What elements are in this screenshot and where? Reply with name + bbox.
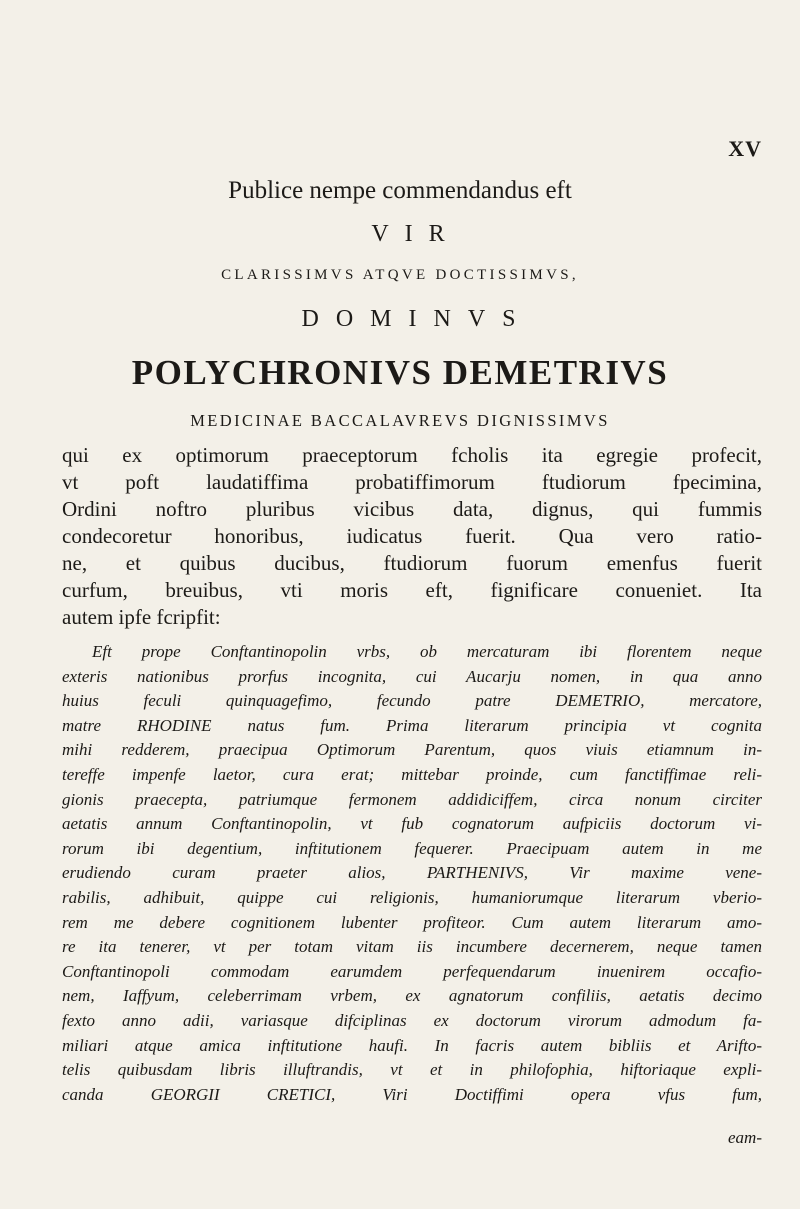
text-line: rem me debere cognitionem lubenter profiteor. Cum autem literarum amo- [62, 912, 762, 932]
text-line: tereffe impenfe laetor, cura erat; mittebar proinde, cum fanctiffimae reli- [62, 764, 762, 784]
page-number: XV [728, 136, 762, 161]
heading-name: POLYCHRONIVS DEMETRIVS [131, 353, 669, 392]
text-line: rabilis, adhibuit, quippe cui religionis, humaniorumque literarum vberio- [62, 887, 762, 907]
text-line: miliari atque amica inftitutione haufi. In facris autem bibliis et Arifto- [62, 1035, 762, 1055]
text-line: canda GEORGII CRETICI, Viri Doctiffimi opera vfus fum, [62, 1084, 762, 1104]
text-line: qui ex optimorum praeceptorum fcholis ita egregie profecit, [62, 443, 762, 467]
heading-epithet: CLARISSIMVS ATQVE DOCTISSIMVS, [221, 267, 579, 283]
text-line: matre RHODINE natus fum. Prima literarum principia vt cognita [62, 715, 762, 735]
text-line: gionis praecepta, patriumque fermonem addidiciffem, circa nonum circiter [62, 789, 762, 809]
text-line: rorum ibi degentium, inftitutionem fequerer. Praecipuam autem in me [62, 838, 762, 858]
text-line: condecoretur honoribus, iudicatus fuerit. Qua vero ratio- [62, 524, 762, 548]
text-line: mihi redderem, praecipua Optimorum Parentum, quos viuis etiamnum in- [62, 740, 762, 760]
paragraph-introduction [62, 442, 762, 631]
text-line: Ordini noftro pluribus vicibus data, dignus, qui fummis [62, 497, 762, 521]
heading-dominus: DOMINVS [301, 306, 533, 332]
text-line: telis quibusdam libris illuftrandis, vt et in philofophia, hiftoriaque expli- [62, 1060, 762, 1080]
heading-vir: VIR [371, 221, 461, 247]
text-line: Conftantinopoli commodam earumdem perfequendarum inuenirem occafio- [62, 961, 762, 981]
text-line: aetatis annum Conftantinopolin, vt fub cognatorum aufpiciis doctorum vi- [62, 814, 762, 834]
text-line: fexto anno adii, variasque difciplinas ex doctorum virorum admodum fa- [62, 1010, 762, 1030]
text-line: Eft prope Conftantinopolin vrbs, ob mercaturam ibi florentem neque [92, 642, 762, 661]
text-line: ne, et quibus ducibus, ftudiorum fuorum emenfus fuerit [62, 551, 762, 575]
text-line: autem ipfe fcripfit: [62, 605, 221, 629]
text-line: curfum, breuibus, vti moris eft, fignificare conueniet. Ita [62, 578, 762, 602]
paragraph-autobiography [62, 640, 762, 1107]
text-line: nem, Iaffyum, celeberrimam vrbem, ex agnatorum confiliis, aetatis decimo [62, 986, 762, 1006]
text-line: vt poft laudatiffima probatiffimorum ftudiorum fpecimina, [62, 470, 762, 494]
heading-intro: Publice nempe commendandus eft [228, 177, 572, 204]
heading-title: MEDICINAE BACCALAVREVS DIGNISSIMVS [190, 411, 610, 430]
text-line: exteris nationibus prorfus incognita, cui Aucarju nomen, in qua anno [62, 666, 762, 686]
text-line: huius feculi quinquagefimo, fecundo patre DEMETRIO, mercatore, [62, 691, 762, 711]
catchword: eam- [728, 1128, 762, 1147]
text-line: re ita tenerer, vt per totam vitam iis incumbere decernerem, neque tamen [62, 937, 762, 957]
text-line: erudiendo curam praeter alios, PARTHENIVS, Vir maxime vene- [62, 863, 762, 883]
